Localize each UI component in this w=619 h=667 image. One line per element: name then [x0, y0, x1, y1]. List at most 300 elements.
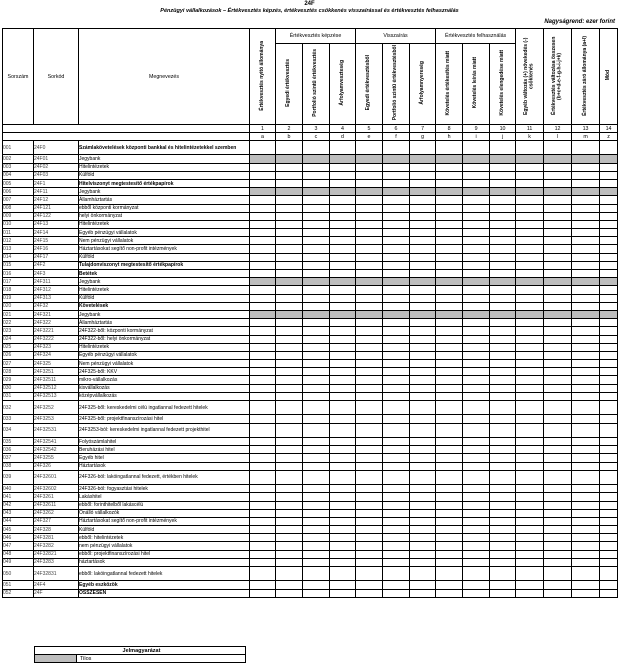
value-cell-9[interactable] — [463, 351, 490, 359]
value-cell-8[interactable] — [436, 188, 463, 196]
value-cell-11[interactable] — [516, 401, 544, 415]
value-cell-1[interactable] — [250, 171, 276, 179]
value-cell-8[interactable] — [436, 509, 463, 517]
value-cell-4[interactable] — [330, 343, 356, 351]
value-cell-11[interactable] — [516, 327, 544, 335]
value-cell-3[interactable] — [303, 581, 330, 589]
value-cell-8[interactable] — [436, 270, 463, 278]
value-cell-12[interactable] — [544, 368, 572, 376]
value-cell-14[interactable] — [600, 567, 618, 581]
value-cell-4[interactable] — [330, 229, 356, 237]
value-cell-3[interactable] — [303, 558, 330, 566]
value-cell-3[interactable] — [303, 204, 330, 212]
value-cell-10[interactable] — [490, 517, 516, 525]
value-cell-13[interactable] — [572, 446, 600, 454]
value-cell-8[interactable] — [436, 335, 463, 343]
value-cell-4[interactable] — [330, 501, 356, 509]
value-cell-3[interactable] — [303, 171, 330, 179]
value-cell-4[interactable] — [330, 534, 356, 542]
value-cell-1[interactable] — [250, 376, 276, 384]
value-cell-7[interactable] — [410, 589, 436, 597]
value-cell-9[interactable] — [463, 261, 490, 269]
value-cell-1[interactable] — [250, 245, 276, 253]
value-cell-3[interactable] — [303, 501, 330, 509]
value-cell-13[interactable] — [572, 360, 600, 368]
value-cell-7[interactable] — [410, 376, 436, 384]
value-cell-3[interactable] — [303, 526, 330, 534]
value-cell-4[interactable] — [330, 558, 356, 566]
value-cell-11[interactable] — [516, 454, 544, 462]
value-cell-13[interactable] — [572, 220, 600, 228]
value-cell-14[interactable] — [600, 384, 618, 392]
value-cell-3[interactable] — [303, 534, 330, 542]
value-cell-1[interactable] — [250, 384, 276, 392]
value-cell-10[interactable] — [490, 542, 516, 550]
value-cell-10[interactable] — [490, 196, 516, 204]
value-cell-10[interactable] — [490, 501, 516, 509]
value-cell-6[interactable] — [383, 196, 410, 204]
value-cell-1[interactable] — [250, 237, 276, 245]
value-cell-5[interactable] — [356, 163, 383, 171]
value-cell-3[interactable] — [303, 294, 330, 302]
value-cell-10[interactable] — [490, 470, 516, 484]
value-cell-12[interactable] — [544, 501, 572, 509]
value-cell-12[interactable] — [544, 470, 572, 484]
value-cell-1[interactable] — [250, 179, 276, 187]
value-cell-9[interactable] — [463, 534, 490, 542]
value-cell-3[interactable] — [303, 376, 330, 384]
value-cell-9[interactable] — [463, 501, 490, 509]
value-cell-7[interactable] — [410, 462, 436, 470]
value-cell-2[interactable] — [276, 253, 303, 261]
value-cell-8[interactable] — [436, 485, 463, 493]
value-cell-14[interactable] — [600, 454, 618, 462]
value-cell-13[interactable] — [572, 229, 600, 237]
value-cell-14[interactable] — [600, 493, 618, 501]
value-cell-10[interactable] — [490, 204, 516, 212]
value-cell-2[interactable] — [276, 501, 303, 509]
value-cell-5[interactable] — [356, 171, 383, 179]
value-cell-12[interactable] — [544, 229, 572, 237]
value-cell-8[interactable] — [436, 261, 463, 269]
value-cell-13[interactable] — [572, 550, 600, 558]
value-cell-13[interactable] — [572, 567, 600, 581]
value-cell-4[interactable] — [330, 462, 356, 470]
value-cell-4[interactable] — [330, 509, 356, 517]
value-cell-12[interactable] — [544, 526, 572, 534]
value-cell-1[interactable] — [250, 229, 276, 237]
value-cell-8[interactable] — [436, 415, 463, 423]
value-cell-6[interactable] — [383, 384, 410, 392]
value-cell-3[interactable] — [303, 509, 330, 517]
value-cell-1[interactable] — [250, 212, 276, 220]
value-cell-1[interactable] — [250, 501, 276, 509]
value-cell-4[interactable] — [330, 141, 356, 155]
value-cell-12[interactable] — [544, 581, 572, 589]
value-cell-10[interactable] — [490, 526, 516, 534]
value-cell-13[interactable] — [572, 589, 600, 597]
value-cell-12[interactable] — [544, 319, 572, 327]
value-cell-12[interactable] — [544, 550, 572, 558]
value-cell-10[interactable] — [490, 188, 516, 196]
value-cell-12[interactable] — [544, 384, 572, 392]
value-cell-12[interactable] — [544, 196, 572, 204]
value-cell-4[interactable] — [330, 196, 356, 204]
value-cell-7[interactable] — [410, 558, 436, 566]
value-cell-11[interactable] — [516, 550, 544, 558]
value-cell-5[interactable] — [356, 401, 383, 415]
value-cell-2[interactable] — [276, 245, 303, 253]
value-cell-1[interactable] — [250, 401, 276, 415]
value-cell-6[interactable] — [383, 212, 410, 220]
value-cell-14[interactable] — [600, 171, 618, 179]
value-cell-2[interactable] — [276, 229, 303, 237]
value-cell-8[interactable] — [436, 360, 463, 368]
value-cell-5[interactable] — [356, 542, 383, 550]
value-cell-6[interactable] — [383, 589, 410, 597]
value-cell-5[interactable] — [356, 245, 383, 253]
value-cell-11[interactable] — [516, 171, 544, 179]
value-cell-1[interactable] — [250, 542, 276, 550]
value-cell-8[interactable] — [436, 204, 463, 212]
value-cell-14[interactable] — [600, 253, 618, 261]
value-cell-7[interactable] — [410, 550, 436, 558]
value-cell-13[interactable] — [572, 534, 600, 542]
value-cell-5[interactable] — [356, 196, 383, 204]
value-cell-14[interactable] — [600, 286, 618, 294]
value-cell-12[interactable] — [544, 270, 572, 278]
value-cell-9[interactable] — [463, 343, 490, 351]
value-cell-4[interactable] — [330, 454, 356, 462]
value-cell-9[interactable] — [463, 509, 490, 517]
value-cell-2[interactable] — [276, 401, 303, 415]
value-cell-5[interactable] — [356, 437, 383, 445]
value-cell-9[interactable] — [463, 220, 490, 228]
value-cell-13[interactable] — [572, 188, 600, 196]
value-cell-2[interactable] — [276, 368, 303, 376]
value-cell-10[interactable] — [490, 319, 516, 327]
value-cell-5[interactable] — [356, 229, 383, 237]
value-cell-8[interactable] — [436, 376, 463, 384]
value-cell-1[interactable] — [250, 368, 276, 376]
value-cell-10[interactable] — [490, 171, 516, 179]
value-cell-10[interactable] — [490, 245, 516, 253]
value-cell-2[interactable] — [276, 567, 303, 581]
value-cell-4[interactable] — [330, 278, 356, 286]
value-cell-9[interactable] — [463, 558, 490, 566]
value-cell-11[interactable] — [516, 278, 544, 286]
value-cell-5[interactable] — [356, 462, 383, 470]
value-cell-11[interactable] — [516, 310, 544, 318]
value-cell-13[interactable] — [572, 501, 600, 509]
value-cell-13[interactable] — [572, 278, 600, 286]
value-cell-5[interactable] — [356, 286, 383, 294]
value-cell-13[interactable] — [572, 376, 600, 384]
value-cell-4[interactable] — [330, 368, 356, 376]
value-cell-11[interactable] — [516, 526, 544, 534]
value-cell-10[interactable] — [490, 581, 516, 589]
value-cell-12[interactable] — [544, 204, 572, 212]
value-cell-5[interactable] — [356, 220, 383, 228]
value-cell-7[interactable] — [410, 327, 436, 335]
value-cell-9[interactable] — [463, 253, 490, 261]
value-cell-6[interactable] — [383, 509, 410, 517]
value-cell-14[interactable] — [600, 360, 618, 368]
value-cell-10[interactable] — [490, 493, 516, 501]
value-cell-7[interactable] — [410, 509, 436, 517]
value-cell-10[interactable] — [490, 141, 516, 155]
value-cell-3[interactable] — [303, 351, 330, 359]
value-cell-9[interactable] — [463, 196, 490, 204]
value-cell-11[interactable] — [516, 286, 544, 294]
value-cell-13[interactable] — [572, 155, 600, 163]
value-cell-9[interactable] — [463, 179, 490, 187]
value-cell-14[interactable] — [600, 261, 618, 269]
value-cell-7[interactable] — [410, 415, 436, 423]
value-cell-12[interactable] — [544, 423, 572, 437]
value-cell-11[interactable] — [516, 163, 544, 171]
value-cell-10[interactable] — [490, 360, 516, 368]
value-cell-8[interactable] — [436, 558, 463, 566]
value-cell-5[interactable] — [356, 253, 383, 261]
value-cell-4[interactable] — [330, 163, 356, 171]
value-cell-5[interactable] — [356, 261, 383, 269]
value-cell-13[interactable] — [572, 261, 600, 269]
value-cell-3[interactable] — [303, 220, 330, 228]
value-cell-11[interactable] — [516, 509, 544, 517]
value-cell-7[interactable] — [410, 245, 436, 253]
value-cell-13[interactable] — [572, 237, 600, 245]
value-cell-11[interactable] — [516, 534, 544, 542]
value-cell-1[interactable] — [250, 470, 276, 484]
value-cell-3[interactable] — [303, 278, 330, 286]
value-cell-8[interactable] — [436, 245, 463, 253]
value-cell-12[interactable] — [544, 376, 572, 384]
value-cell-5[interactable] — [356, 517, 383, 525]
value-cell-14[interactable] — [600, 212, 618, 220]
value-cell-3[interactable] — [303, 155, 330, 163]
value-cell-2[interactable] — [276, 415, 303, 423]
value-cell-3[interactable] — [303, 302, 330, 310]
value-cell-14[interactable] — [600, 141, 618, 155]
value-cell-14[interactable] — [600, 423, 618, 437]
value-cell-14[interactable] — [600, 155, 618, 163]
value-cell-3[interactable] — [303, 401, 330, 415]
value-cell-6[interactable] — [383, 454, 410, 462]
value-cell-2[interactable] — [276, 286, 303, 294]
value-cell-8[interactable] — [436, 517, 463, 525]
value-cell-4[interactable] — [330, 237, 356, 245]
value-cell-10[interactable] — [490, 589, 516, 597]
value-cell-7[interactable] — [410, 179, 436, 187]
value-cell-4[interactable] — [330, 376, 356, 384]
value-cell-3[interactable] — [303, 454, 330, 462]
value-cell-4[interactable] — [330, 493, 356, 501]
value-cell-10[interactable] — [490, 446, 516, 454]
value-cell-8[interactable] — [436, 526, 463, 534]
value-cell-9[interactable] — [463, 437, 490, 445]
value-cell-1[interactable] — [250, 220, 276, 228]
value-cell-14[interactable] — [600, 220, 618, 228]
value-cell-1[interactable] — [250, 360, 276, 368]
value-cell-8[interactable] — [436, 343, 463, 351]
value-cell-4[interactable] — [330, 302, 356, 310]
value-cell-3[interactable] — [303, 253, 330, 261]
value-cell-1[interactable] — [250, 558, 276, 566]
value-cell-11[interactable] — [516, 212, 544, 220]
value-cell-3[interactable] — [303, 245, 330, 253]
value-cell-11[interactable] — [516, 567, 544, 581]
value-cell-6[interactable] — [383, 294, 410, 302]
value-cell-13[interactable] — [572, 335, 600, 343]
value-cell-5[interactable] — [356, 589, 383, 597]
value-cell-14[interactable] — [600, 343, 618, 351]
value-cell-6[interactable] — [383, 141, 410, 155]
value-cell-11[interactable] — [516, 343, 544, 351]
value-cell-2[interactable] — [276, 392, 303, 400]
value-cell-3[interactable] — [303, 319, 330, 327]
value-cell-10[interactable] — [490, 179, 516, 187]
value-cell-11[interactable] — [516, 294, 544, 302]
value-cell-12[interactable] — [544, 567, 572, 581]
value-cell-2[interactable] — [276, 526, 303, 534]
value-cell-7[interactable] — [410, 278, 436, 286]
value-cell-13[interactable] — [572, 454, 600, 462]
value-cell-1[interactable] — [250, 392, 276, 400]
value-cell-12[interactable] — [544, 485, 572, 493]
value-cell-1[interactable] — [250, 163, 276, 171]
value-cell-2[interactable] — [276, 423, 303, 437]
value-cell-2[interactable] — [276, 294, 303, 302]
value-cell-6[interactable] — [383, 335, 410, 343]
value-cell-12[interactable] — [544, 401, 572, 415]
value-cell-12[interactable] — [544, 589, 572, 597]
value-cell-14[interactable] — [600, 319, 618, 327]
value-cell-5[interactable] — [356, 368, 383, 376]
value-cell-13[interactable] — [572, 462, 600, 470]
value-cell-6[interactable] — [383, 550, 410, 558]
value-cell-12[interactable] — [544, 454, 572, 462]
value-cell-11[interactable] — [516, 270, 544, 278]
value-cell-13[interactable] — [572, 141, 600, 155]
value-cell-9[interactable] — [463, 237, 490, 245]
value-cell-13[interactable] — [572, 401, 600, 415]
value-cell-5[interactable] — [356, 384, 383, 392]
value-cell-9[interactable] — [463, 401, 490, 415]
value-cell-6[interactable] — [383, 485, 410, 493]
value-cell-14[interactable] — [600, 401, 618, 415]
value-cell-12[interactable] — [544, 446, 572, 454]
value-cell-10[interactable] — [490, 270, 516, 278]
value-cell-3[interactable] — [303, 423, 330, 437]
value-cell-13[interactable] — [572, 384, 600, 392]
value-cell-8[interactable] — [436, 229, 463, 237]
value-cell-3[interactable] — [303, 567, 330, 581]
value-cell-2[interactable] — [276, 204, 303, 212]
value-cell-1[interactable] — [250, 485, 276, 493]
value-cell-5[interactable] — [356, 415, 383, 423]
value-cell-1[interactable] — [250, 526, 276, 534]
value-cell-4[interactable] — [330, 294, 356, 302]
value-cell-10[interactable] — [490, 351, 516, 359]
value-cell-4[interactable] — [330, 351, 356, 359]
value-cell-8[interactable] — [436, 155, 463, 163]
value-cell-1[interactable] — [250, 204, 276, 212]
value-cell-10[interactable] — [490, 401, 516, 415]
value-cell-8[interactable] — [436, 446, 463, 454]
value-cell-7[interactable] — [410, 196, 436, 204]
value-cell-9[interactable] — [463, 485, 490, 493]
value-cell-11[interactable] — [516, 261, 544, 269]
value-cell-11[interactable] — [516, 558, 544, 566]
value-cell-6[interactable] — [383, 220, 410, 228]
value-cell-6[interactable] — [383, 542, 410, 550]
value-cell-11[interactable] — [516, 196, 544, 204]
value-cell-10[interactable] — [490, 376, 516, 384]
value-cell-6[interactable] — [383, 360, 410, 368]
value-cell-8[interactable] — [436, 534, 463, 542]
value-cell-8[interactable] — [436, 141, 463, 155]
value-cell-2[interactable] — [276, 179, 303, 187]
value-cell-12[interactable] — [544, 558, 572, 566]
value-cell-4[interactable] — [330, 245, 356, 253]
value-cell-2[interactable] — [276, 188, 303, 196]
value-cell-4[interactable] — [330, 581, 356, 589]
value-cell-3[interactable] — [303, 237, 330, 245]
value-cell-14[interactable] — [600, 368, 618, 376]
value-cell-11[interactable] — [516, 253, 544, 261]
value-cell-4[interactable] — [330, 542, 356, 550]
value-cell-1[interactable] — [250, 278, 276, 286]
value-cell-5[interactable] — [356, 485, 383, 493]
value-cell-6[interactable] — [383, 245, 410, 253]
value-cell-5[interactable] — [356, 302, 383, 310]
value-cell-12[interactable] — [544, 141, 572, 155]
value-cell-3[interactable] — [303, 335, 330, 343]
value-cell-5[interactable] — [356, 501, 383, 509]
value-cell-1[interactable] — [250, 188, 276, 196]
value-cell-6[interactable] — [383, 567, 410, 581]
value-cell-10[interactable] — [490, 343, 516, 351]
value-cell-11[interactable] — [516, 368, 544, 376]
value-cell-9[interactable] — [463, 517, 490, 525]
value-cell-14[interactable] — [600, 294, 618, 302]
value-cell-7[interactable] — [410, 229, 436, 237]
value-cell-2[interactable] — [276, 534, 303, 542]
value-cell-8[interactable] — [436, 179, 463, 187]
value-cell-10[interactable] — [490, 302, 516, 310]
value-cell-6[interactable] — [383, 517, 410, 525]
value-cell-7[interactable] — [410, 270, 436, 278]
value-cell-1[interactable] — [250, 581, 276, 589]
value-cell-4[interactable] — [330, 220, 356, 228]
value-cell-7[interactable] — [410, 485, 436, 493]
value-cell-8[interactable] — [436, 462, 463, 470]
value-cell-14[interactable] — [600, 501, 618, 509]
value-cell-11[interactable] — [516, 237, 544, 245]
value-cell-12[interactable] — [544, 335, 572, 343]
value-cell-8[interactable] — [436, 237, 463, 245]
value-cell-8[interactable] — [436, 550, 463, 558]
value-cell-3[interactable] — [303, 212, 330, 220]
value-cell-2[interactable] — [276, 237, 303, 245]
value-cell-8[interactable] — [436, 319, 463, 327]
value-cell-11[interactable] — [516, 415, 544, 423]
value-cell-5[interactable] — [356, 526, 383, 534]
value-cell-11[interactable] — [516, 493, 544, 501]
value-cell-5[interactable] — [356, 581, 383, 589]
value-cell-14[interactable] — [600, 485, 618, 493]
